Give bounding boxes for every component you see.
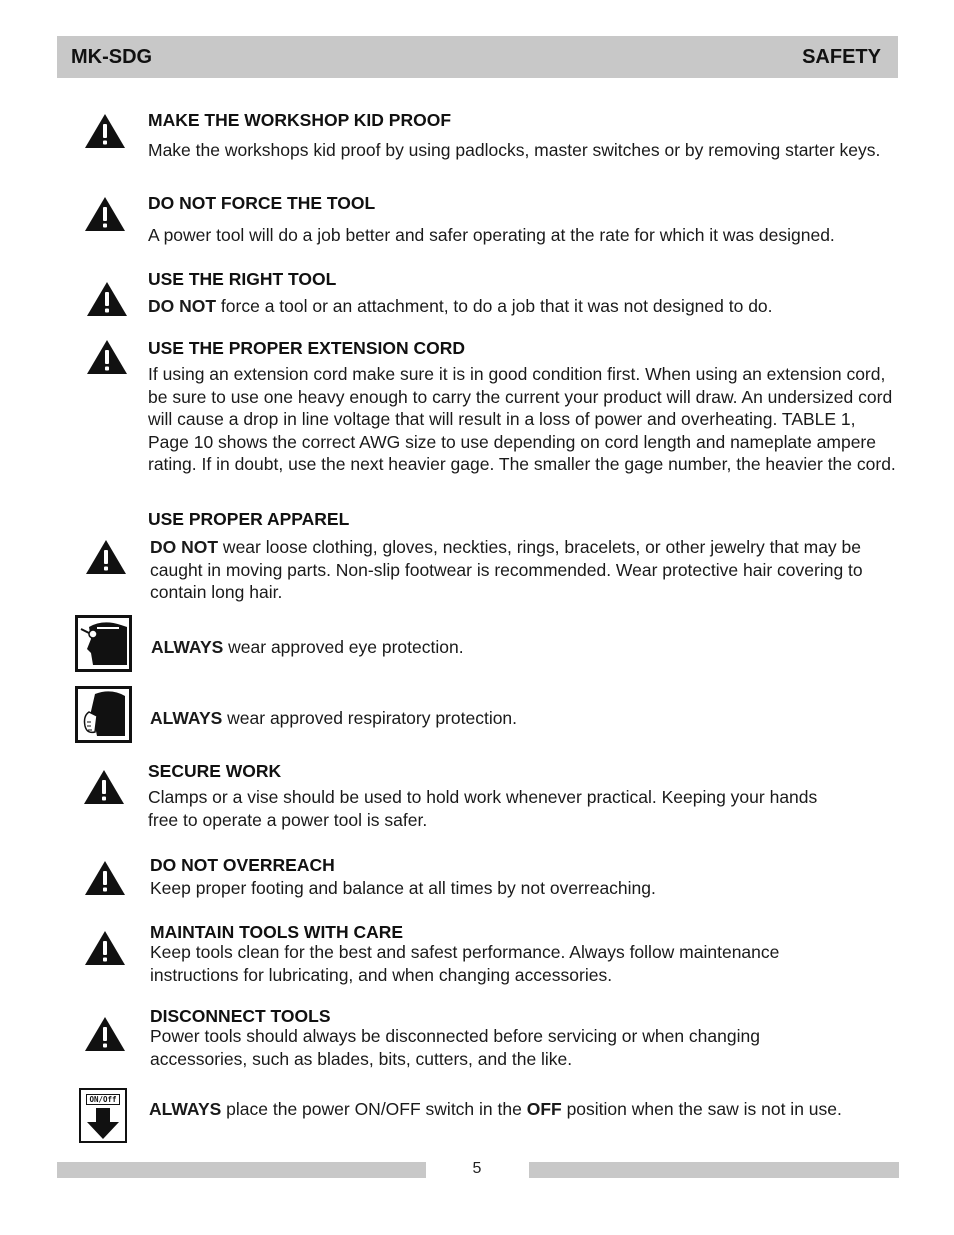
warning-icon	[83, 929, 127, 967]
eye-protection-text	[151, 636, 906, 659]
warning-icon	[82, 768, 126, 806]
section-force-tool	[148, 192, 903, 247]
section-heading: DO NOT FORCE THE TOOL	[148, 193, 376, 213]
down-arrow-icon	[85, 1108, 121, 1140]
warning-icon	[85, 338, 129, 376]
respiratory-protection-icon	[75, 686, 132, 743]
section-heading: USE THE PROPER EXTENSION CORD	[148, 338, 465, 358]
section-heading: DISCONNECT TOOLS	[150, 1006, 331, 1026]
power-switch-icon	[79, 1088, 127, 1143]
section-body: Clamps or a vise should be used to hold work whenever practical. Keeping your hands free to operate a power tool is safer.	[148, 787, 818, 830]
section-maintain-tools	[150, 921, 855, 986]
section-secure-work	[148, 760, 838, 831]
warning-icon	[83, 1015, 127, 1053]
section-body: Make the workshops kid proof by using padlocks, master switches or by removing starter keys.	[148, 140, 881, 160]
warning-icon	[84, 538, 128, 576]
section-heading: MAKE THE WORKSHOP KID PROOF	[148, 110, 452, 130]
section-body: Keep proper footing and balance at all times by not overreaching.	[150, 878, 656, 898]
section-right-tool	[148, 268, 903, 318]
model-name: MK-SDG	[71, 45, 153, 68]
section-title: SAFETY	[802, 45, 881, 68]
eye-protection-icon	[75, 615, 132, 672]
section-body: ALWAYS wear approved respiratory protection.	[150, 708, 518, 728]
warning-icon	[83, 195, 127, 233]
section-body: ALWAYS wear approved eye protection.	[151, 637, 464, 657]
section-heading: DO NOT OVERREACH	[150, 855, 335, 875]
section-disconnect-tools	[150, 1005, 830, 1070]
section-heading: USE THE RIGHT TOOL	[148, 269, 337, 289]
section-apparel	[150, 536, 900, 604]
page-number: 5	[472, 1160, 482, 1177]
warning-icon	[85, 280, 129, 318]
warning-icon	[83, 859, 127, 897]
section-body: Power tools should always be disconnected before servicing or when changing accessories, such as blades, bits, cutters, and the like.	[150, 1026, 760, 1069]
section-heading: USE PROPER APPAREL	[148, 509, 350, 529]
switch-label: ON/Off	[86, 1094, 120, 1105]
respiratory-protection-text	[150, 707, 905, 730]
section-heading: SECURE WORK	[148, 761, 282, 781]
section-body: DO NOT force a tool or an attachment, to do a job that it was not designed to do.	[148, 296, 773, 316]
section-heading: MAINTAIN TOOLS WITH CARE	[150, 922, 404, 942]
power-switch-text	[149, 1098, 909, 1121]
section-body: ALWAYS place the power ON/OFF switch in the OFF position when the saw is not in use.	[149, 1099, 842, 1119]
warning-icon	[83, 112, 127, 150]
section-body: DO NOT wear loose clothing, gloves, neckties, rings, bracelets, or other jewelry that may be caught in moving parts. Non-slip footwear is recommended. Wear protective hair covering to contain long hair.	[150, 537, 863, 602]
section-body: If using an extension cord make sure it is in good condition first. When using an extension cord, be sure to use one heavy enough to carry the current your product will draw. An undersized cord will cause a drop in line voltage that will result in a loss of power and overheating. TABLE 1, Page 10 shows the correct AWG size to use depending on cord length and nameplate ampere rating. If in doubt, use the next heavier gage. The smaller the gage number, the heavier the cord.	[148, 364, 896, 474]
page-header	[57, 36, 898, 78]
section-apparel-heading	[148, 508, 903, 530]
section-overreach	[150, 854, 905, 900]
section-body: A power tool will do a job better and safer operating at the rate for which it was designed.	[148, 225, 835, 245]
section-kid-proof	[148, 109, 903, 162]
section-body: Keep tools clean for the best and safest performance. Always follow maintenance instructions for lubricating, and when changing accessories.	[150, 942, 780, 985]
section-extension-cord	[148, 337, 900, 476]
